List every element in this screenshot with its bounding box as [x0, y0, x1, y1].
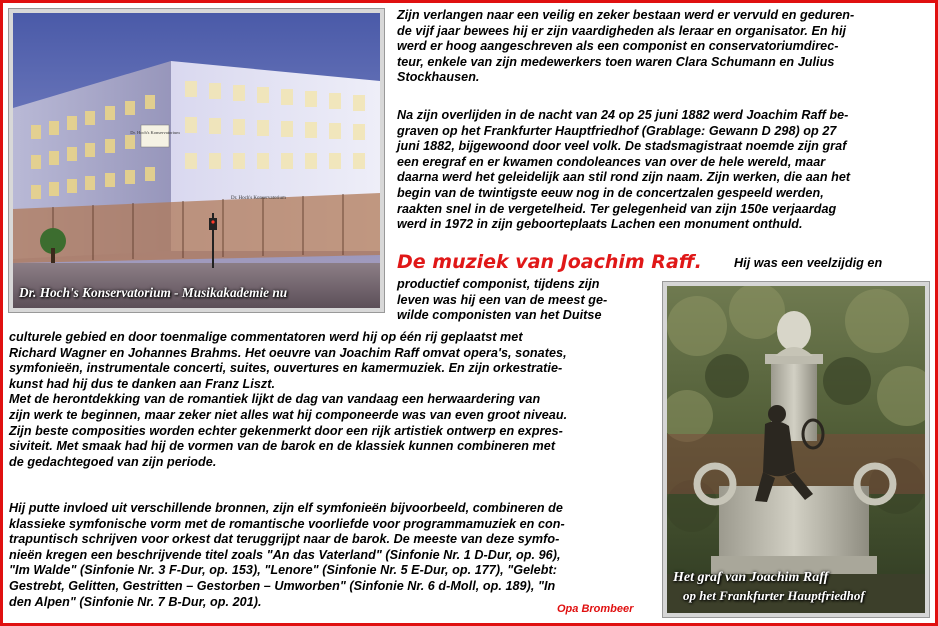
- text-line: symfonieën, instrumentale concerti, suites, ouvertures en kamermuziek. En zijn orkestratie-: [9, 361, 563, 376]
- text-line: werd er hoog aangeschreven als een componist en conservatoriumdirec-: [397, 39, 839, 54]
- building-sign-1: Dr. Hoch's Konservatorium: [130, 130, 180, 135]
- text-line: zijn werk te beginnen, maar zeker niet alles wat hij componeerde was van even groot niveau.: [9, 407, 568, 422]
- text-line: Stockhausen.: [397, 70, 480, 85]
- text-line: leven was hij een van de meest ge-: [397, 292, 608, 307]
- text-line: werd in 1972 in zijn geboorteplaats Lachen een monument onthuld.: [397, 217, 803, 232]
- text-line: kunst had hij dus te danken aan Franz Liszt.: [9, 376, 276, 391]
- text-line: Hij putte invloed uit verschillende bronnen, zijn elf symfonieën bijvoorbeeld, combineren de: [9, 501, 563, 515]
- conservatory-photo: [9, 9, 384, 312]
- narrow-text-block: [397, 277, 607, 324]
- text-line: de gedachtegoed van zijn periode.: [9, 454, 217, 469]
- paragraph-2: [397, 108, 850, 233]
- text-line: Met de herontdekking van de romantiek lijkt de dag van vandaag een herwaardering van: [9, 392, 541, 407]
- grave-photo: [663, 282, 929, 617]
- text-line: culturele gebied en door toenmalige commentatoren werd hij op één rij geplaatst met: [9, 330, 523, 344]
- author-signature: Opa Brombeer: [557, 603, 634, 615]
- text-line: de vijf jaar bewees hij er zijn vaardigheden als leraar en organisator. En hij: [397, 23, 847, 38]
- text-line: Na zijn overlijden in de nacht van 24 op 25 juni 1882 werd Joachim Raff be-: [397, 108, 849, 122]
- text-line: Richard Wagner en Johannes Brahms. Het oeuvre van Joachim Raff omvat opera's, sonates,: [9, 345, 567, 360]
- text-line: een eregraf en er kwamen condoleances van over de hele wereld, maar: [397, 154, 826, 169]
- text-line: juni 1882, bijgewoond door veel volk. De stadsmagistraat noemde zijn graf: [397, 139, 847, 154]
- text-line: begin van de twintigste eeuw nog in de concertzalen gespeeld werden,: [397, 185, 824, 200]
- text-line: graven op het Frankfurter Hauptfriedhof (Grablage: Gewann D 298) op 27: [397, 123, 837, 138]
- text-line: wilde componisten van het Duitse: [397, 308, 602, 323]
- text-line: trapuntisch schrijven voor orkest dat teruggrijpt naar de barok. De meeste van deze symfo-: [9, 532, 560, 547]
- conservatory-photo-caption: Dr. Hoch's Konservatorium - Musikakademie nu: [19, 285, 288, 300]
- heading-inline-text: Hij was een veelzijdig en: [734, 256, 883, 270]
- grave-photo-caption-line2: op het Frankfurter Hauptfriedhof: [683, 588, 865, 603]
- building-sign-2: Dr. Hoch's Konservatorium: [231, 196, 286, 201]
- text-line: nieën kregen een beschrijvende titel zoals "An das Vaterland" (Sinfonie Nr. 1 D-Dur, op. 96),: [9, 547, 561, 562]
- paragraph-1: [397, 8, 854, 86]
- text-line: raakten snel in de vergetelheid. Ter gelegenheid van zijn 150e verjaardag: [397, 201, 837, 216]
- heading-title: De muziek van Joachim Raff.: [397, 251, 702, 273]
- text-line: "Im Walde" (Sinfonie Nr. 3 F-Dur, op. 153), "Lenore" (Sinfonie Nr. 5 E-Dur, op. 177), "Gelebt:: [9, 563, 557, 578]
- text-line: siviteit. Met smaak had hij de vormen van de barok en de klassiek kunnen combineren met: [9, 439, 556, 454]
- section-heading: [397, 251, 702, 273]
- text-line: productief componist, tijdens zijn: [397, 277, 600, 291]
- conservatory-building-image: [13, 13, 380, 308]
- text-line: klassieke symfonische vorm met de romantische voorliefde voor programmamuziek en con-: [9, 516, 565, 531]
- text-line: teur, enkele van zijn medewerkers toen waren Clara Schumann en Julius: [397, 54, 835, 69]
- grave-monument-image: [667, 286, 925, 613]
- text-line: Gestrebt, Gelitten, Gestritten – Gestorben – Umworben" (Sinfonie Nr. 6 d-Moll, op. 189), "In: [9, 578, 556, 593]
- text-line: daarna werd het geleidelijk aan stil rond zijn naam. Zijn werken, die aan het: [397, 170, 851, 185]
- paragraph-3: [9, 330, 567, 470]
- text-line: Zijn verlangen naar een veilig en zeker bestaan werd er vervuld en geduren-: [397, 8, 855, 22]
- grave-photo-caption-line1: Het graf van Joachim Raff: [673, 570, 829, 585]
- text-line: den Alpen" (Sinfonie Nr. 7 B-Dur, op. 201).: [9, 594, 262, 609]
- text-line: Zijn beste composities worden echter gekenmerkt door een rijk artistiek ontwerp en expres-: [9, 423, 563, 438]
- paragraph-4: [9, 501, 565, 610]
